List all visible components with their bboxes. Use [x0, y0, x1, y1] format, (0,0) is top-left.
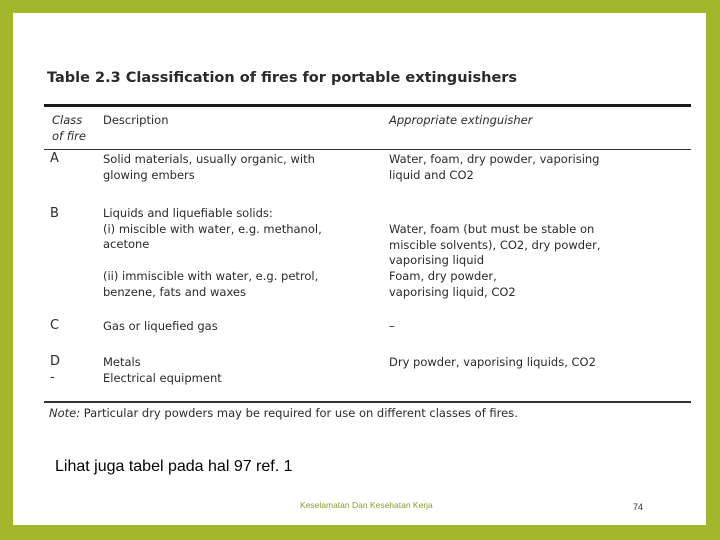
table-title: Table 2.3 Classification of fires for portable extinguishers — [47, 70, 518, 86]
row-a-extinguisher: Water, foam, dry powder, vaporising liquid and CO2 — [389, 152, 600, 182]
page-number: 74 — [633, 502, 644, 512]
table-top-rule — [44, 104, 691, 107]
table-note — [49, 406, 518, 420]
row-b2-description: (ii) immiscible with water, e.g. petrol, benzene, fats and waxes — [103, 269, 319, 299]
header-rule — [44, 149, 691, 150]
row-b-extinguisher: Water, foam (but must be stable on miscible solvents), CO2, dry powder, vaporising liquid — [389, 222, 601, 267]
row-b-class: B — [50, 206, 59, 221]
row-d-class: D - — [50, 354, 61, 385]
row-d-description: Metals Electrical equipment — [103, 355, 222, 385]
row-c-class: C — [50, 318, 60, 333]
header-extinguisher: Appropriate extinguisher — [389, 113, 533, 127]
table-bottom-rule — [44, 401, 691, 403]
row-a-class: A — [50, 151, 59, 166]
slide-footer: Keselamatan Dan Kesehatan Kerja — [300, 500, 433, 510]
row-b-description: Liquids and liquefiable solids: (i) miscible with water, e.g. methanol, acetone — [103, 206, 322, 251]
slide-caption: Lihat juga tabel pada hal 97 ref. 1 — [55, 458, 293, 475]
header-class: Class of fire — [52, 113, 86, 143]
note-label: Note: — [49, 406, 81, 420]
row-c-extinguisher: – — [389, 319, 395, 333]
note-text: Particular dry powders may be required for use on different classes of fires. — [83, 406, 518, 420]
row-d-extinguisher: Dry powder, vaporising liquids, CO2 — [389, 355, 596, 369]
row-c-description: Gas or liquefied gas — [103, 319, 218, 333]
header-description: Description — [103, 113, 169, 127]
row-a-description: Solid materials, usually organic, with glowing embers — [103, 152, 315, 182]
row-b2-extinguisher: Foam, dry powder, vaporising liquid, CO2 — [389, 269, 516, 299]
